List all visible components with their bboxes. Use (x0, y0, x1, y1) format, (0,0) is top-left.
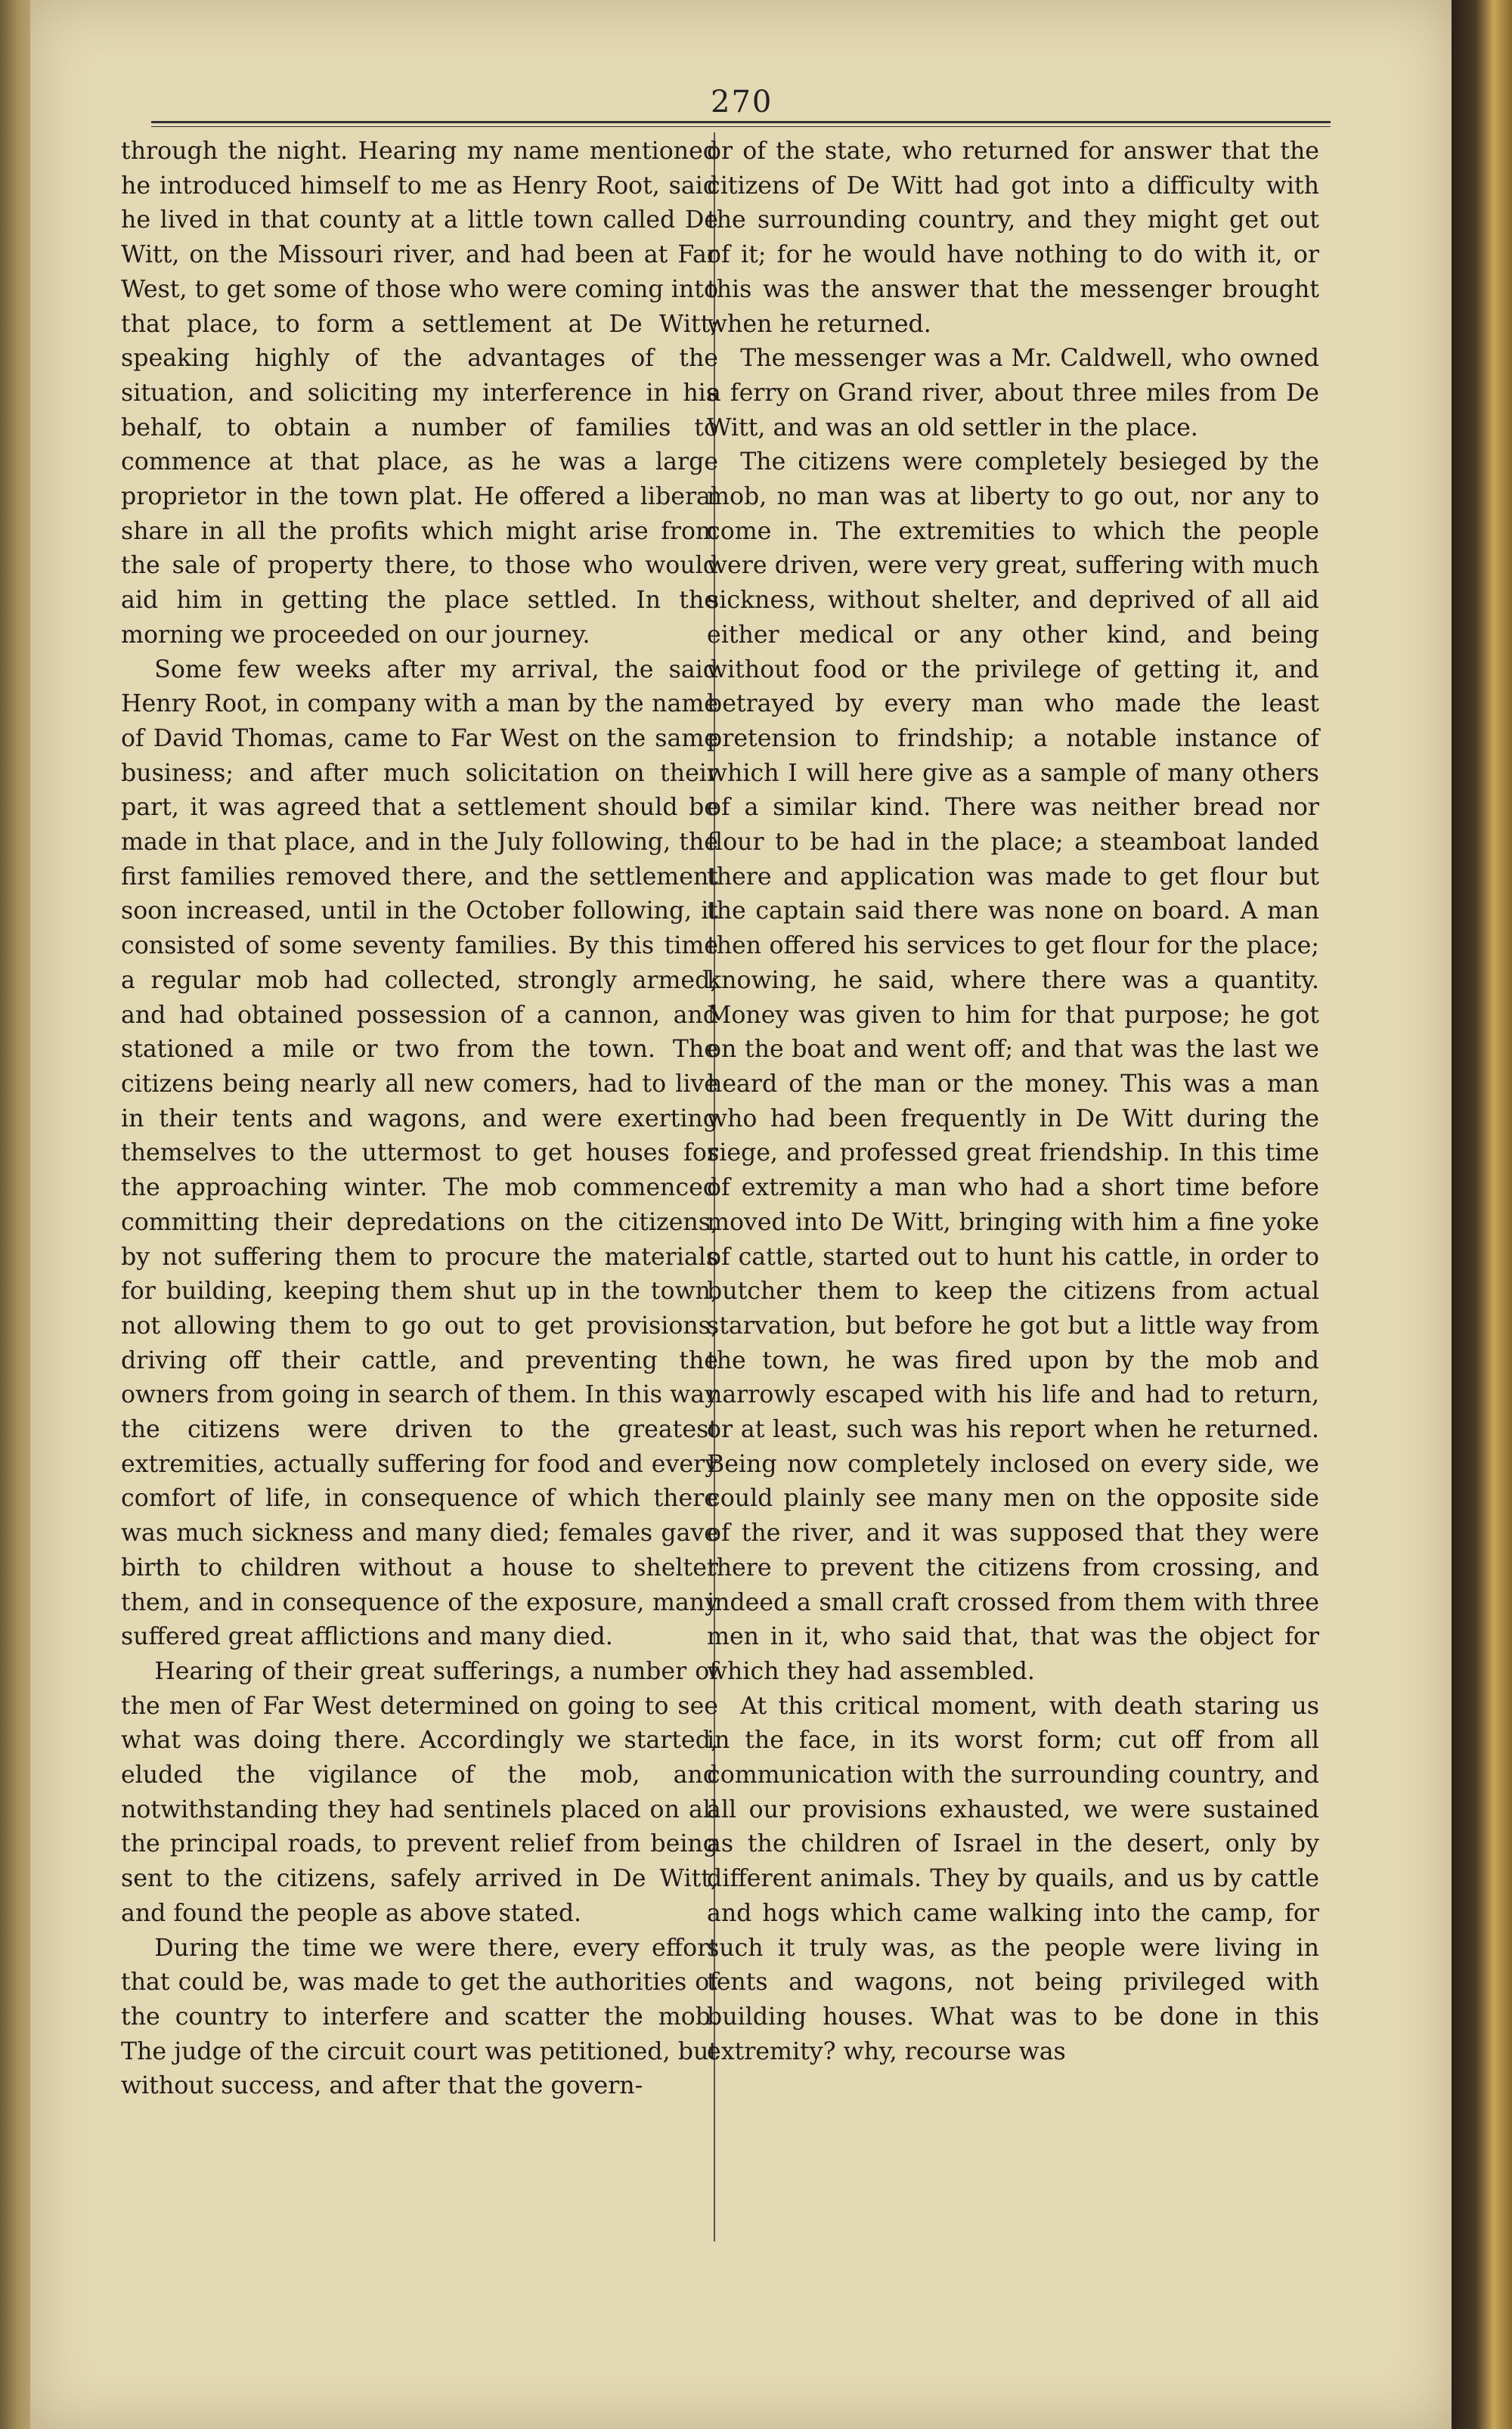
paragraph: The citizens were completely besieged by the mob, no man was at liberty to go out, nor any to come in. The extremities to which the people were driven, were very great, suffering with much sickness, without shelter, and deprived of all aid either medical or any other kind, and being without food or the privilege of getting it, and betrayed by every man who made the least pretension to frindship; a notable instance of which I will here give as a sample of many others of a similar kind. There was neither bread nor flour to be had in the place; a steamboat landed there and application was made to get flour but the captain said there was none on board. A man then offered his services to get flour for the place; knowing, he said, where there was a quantity. Money was given to him for that purpose; he got on the boat and went off; and that was the last we heard of the man or the money. This was a man who had been frequently in De Witt during the siege, and professed great friendship. In this time of extremity a man who had a short time before moved into De Witt, bringing with him a fine yoke of cattle, started out to hunt his cattle, in order to butcher them to keep the citizens from actual starvation, but before he got but a little way from the town, he was fired upon by the mob and narrowly escaped with his life and had to return, or at least, such was his report when he returned. Being now completely inclosed on every side, we could plainly see many men on the opposite side of the river, and it was supposed that they were there to prevent the citizens from crossing, and indeed a small craft crossed from them with three men in it, who said that, that was the object for which they had assembled. (707, 448, 1319, 1685)
paragraph: The messenger was a Mr. Caldwell, who owned a ferry on Grand river, about three miles from De Witt, and was an old settler in the place. (707, 345, 1319, 441)
paragraph: or of the state, who returned for answer that the citizens of De Witt had got into a difficulty with the surrounding country, and they might get out of it; for he would have nothing to do with it, or this was the answer that the messenger brought when he returned. (707, 138, 1319, 338)
book-cover-edge (1452, 0, 1512, 2429)
header-rule (151, 121, 1331, 127)
paragraph: At this critical moment, with death staring us in the face, in its worst form; cut off from all communication with the surrounding country, and all our provisions exhausted, we were sustained as the children of Israel in the desert, only by different animals. They by quails, and us by cattle and hogs which came walking into the camp, for such it truly was, as the people were living in tents and wagons, not being privileged with building houses. What was to be done in this extremity? why, recourse was (707, 1692, 1319, 2065)
left-column (121, 135, 718, 2104)
paragraph: Hearing of their great sufferings, a number of the men of Far West determined on going to see what was doing there. Accordingly we started, eluded the vigilance of the mob, and notwithstanding they had sentinels placed on all the principal roads, to prevent relief from being sent to the citizens, safely arrived in De Witt, and found the people as above stated. (121, 1657, 718, 1927)
paragraph: through the night. Hearing my name mentioned he introduced himself to me as Henry Root, said he lived in that county at a little town called De Witt, on the Missouri river, and had been at Far West, to get some of those who were coming into that place, to form a settlement at De Witt; speaking highly of the advantages of the situation, and soliciting my interference in his behalf, to obtain a number of families to commence at that place, as he was a large proprietor in the town plat. He offered a liberal share in all the profits which might arise from the sale of property there, to those who would aid him in getting the place settled. In the morning we proceeded on our journey. (121, 138, 718, 649)
right-column (707, 135, 1319, 2069)
page-number: 270 (711, 85, 773, 119)
paragraph: During the time we were there, every effort that could be, was made to get the authorities of the country to interfere and scatter the mob. The judge of the circuit court was petitioned, but without success, and after that the govern- (121, 1934, 718, 2100)
paragraph: Some few weeks after my arrival, the said Henry Root, in company with a man by the name of David Thomas, came to Far West on the same business; and after much solicitation on their part, it was agreed that a settlement should be made in that place, and in the July following, the first families removed there, and the settlement soon increased, until in the October following, it consisted of some seventy families. By this time a regular mob had collected, strongly armed; and had obtained possession of a cannon, and stationed a mile or two from the town. The citizens being nearly all new comers, had to live in their tents and wagons, and were exerting themselves to the uttermost to get houses for the approaching winter. The mob commenced committing their depredations on the citizens, by not suffering them to procure the materials for building, keeping them shut up in the town, not allowing them to go out to get provisions, driving off their cattle, and preventing the owners from going in search of them. In this way the citizens were driven to the greatest extremities, actually suffering for food and every comfort of life, in consequence of which there was much sickness and many died; females gave birth to children without a house to shelter them, and in consequence of the exposure, many suffered great afflictions and many died. (121, 655, 718, 1651)
